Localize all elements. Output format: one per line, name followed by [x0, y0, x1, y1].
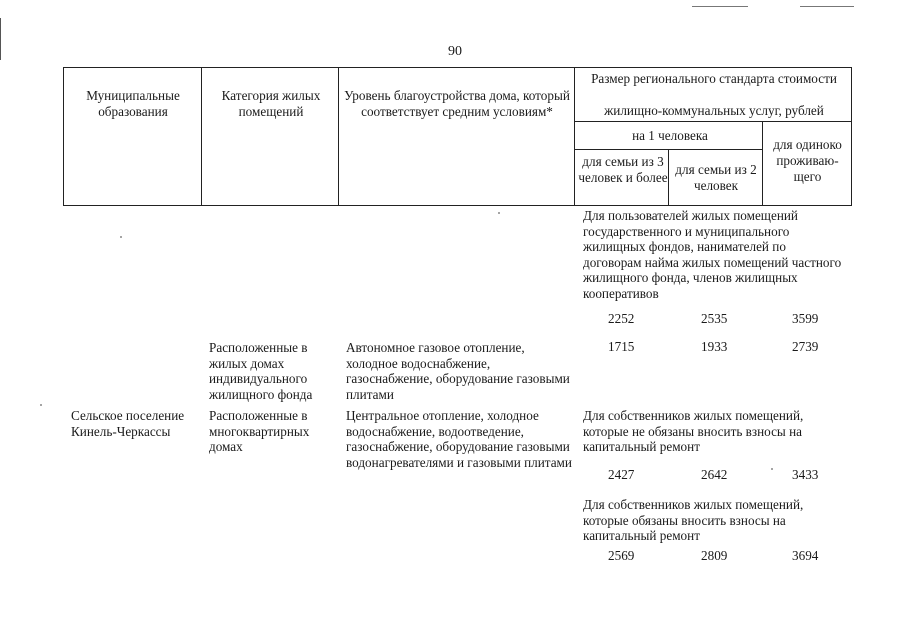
scan-speck	[120, 236, 122, 238]
row3-level: Центральное отопление, холодное водоснабжение, водоотведение, газоснабжение, оборудование газовыми водонагревателями и газовыми плитами	[346, 408, 572, 470]
value-cell: 2252	[608, 311, 635, 326]
col-header-category: Категория жилых помещений	[221, 88, 321, 119]
value-cell: 2809	[701, 548, 728, 563]
value-cell: 3694	[792, 548, 819, 563]
value-cell: 3433	[792, 467, 819, 482]
value-cell: 3599	[792, 311, 819, 326]
value-cell: 2739	[792, 339, 819, 354]
value-cell: 2535	[701, 311, 728, 326]
header-divider	[762, 121, 763, 206]
note-users: Для пользователей жилых помещений государственного и муниципального жилищных фондов, нанимателей по договорам найма жилых помещений частного жилищного фонда, членов жилищных кооперативов	[583, 208, 842, 301]
col-header-municipal: Муниципальные образования	[86, 88, 180, 119]
value-cell: 2427	[608, 467, 635, 482]
page-number: 90	[448, 44, 462, 59]
header-divider	[575, 121, 852, 122]
col-header-single: для одиноко проживаю-щего	[773, 137, 842, 184]
header-divider	[575, 149, 763, 150]
col-header-standard-unit: жилищно-коммунальных услуг, рублей	[604, 103, 824, 118]
note-owners-obliged: Для собственников жилых помещений, которые обязаны вносить взносы на капитальный ремонт	[583, 497, 804, 544]
value-cell: 1715	[608, 339, 635, 354]
row3-category: Расположенные в многоквартирных домах	[209, 408, 310, 455]
col-header-family2: для семьи из 2 человек	[675, 162, 757, 193]
col-header-per-person: на 1 человека	[632, 128, 708, 143]
col-header-family3: для семьи из 3 человек и более	[578, 154, 668, 185]
value-cell: 2642	[701, 467, 728, 482]
scan-mark	[692, 6, 748, 7]
scan-mark	[800, 6, 854, 7]
value-cell: 2569	[608, 548, 635, 563]
scan-speck	[498, 212, 500, 214]
scan-speck	[40, 404, 42, 406]
scan-speck	[771, 468, 773, 470]
row2-level: Автономное газовое отопление, холодное водоснабжение, газоснабжение, оборудование газовыми плитами	[346, 340, 570, 402]
header-divider	[668, 149, 669, 206]
col-header-level: Уровень благоустройства дома, который соответствует средним условиям*	[344, 88, 570, 119]
value-cell: 1933	[701, 339, 728, 354]
col-header-standard: Размер регионального стандарта стоимости	[591, 71, 837, 86]
note-owners-not-obliged: Для собственников жилых помещений, которые не обязаны вносить взносы на капитальный ремонт	[583, 408, 804, 455]
scan-edge-line	[0, 18, 1, 60]
row3-municipal: Сельское поселение Кинель-Черкассы	[71, 408, 185, 439]
row2-category: Расположенные в жилых домах индивидуального жилищного фонда	[209, 340, 313, 402]
